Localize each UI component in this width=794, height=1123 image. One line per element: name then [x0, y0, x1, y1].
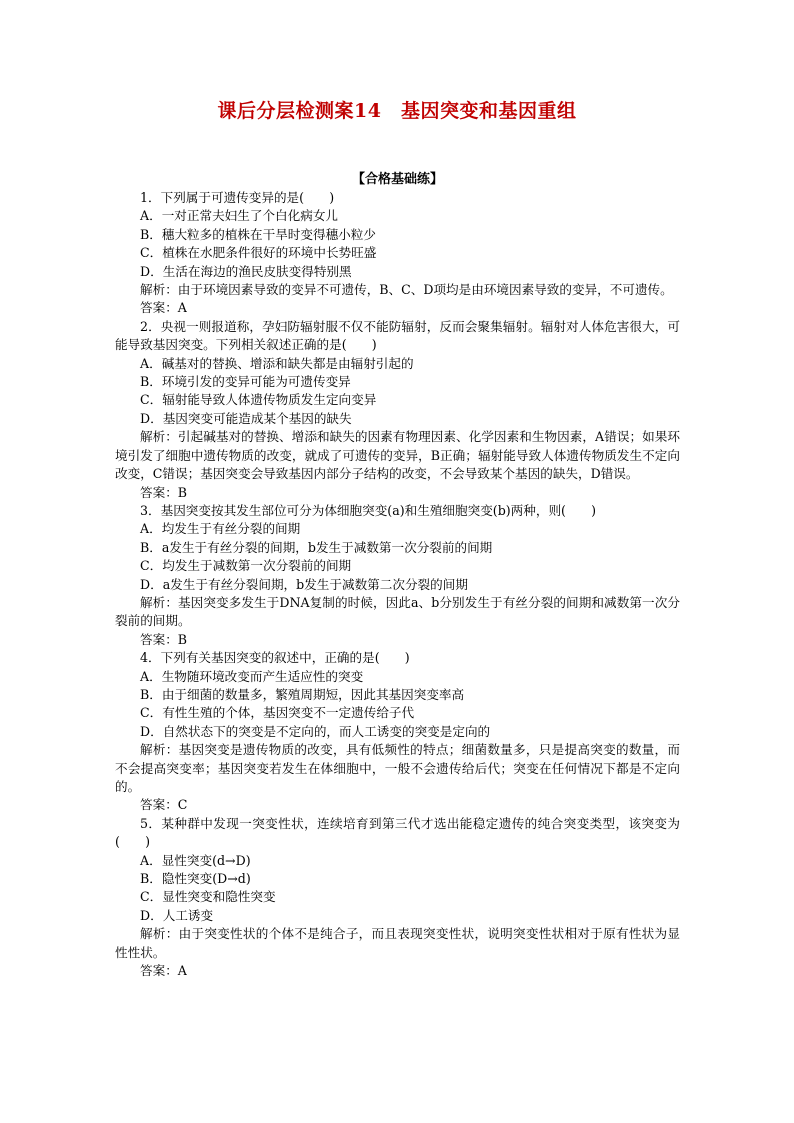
option-a: A．碱基对的替换、增添和缺失都是由辐射引起的 [140, 355, 414, 371]
answer-text: 答案：C [140, 797, 188, 813]
option-b: B．由于细菌的数量多，繁殖周期短，因此其基因突变率高 [140, 686, 465, 702]
section-heading: 【合格基础练】 [351, 172, 443, 187]
option-d: D．a发生于有丝分裂间期，b发生于减数第二次分裂的间期 [140, 576, 468, 592]
analysis-text: 解析：基因突变多发生于DNA复制的时候，因此a、b分别发生于有丝分裂的间期和减数第一次分裂前的间期。 [115, 594, 680, 629]
document-title: 课后分层检测案14 基因突变和基因重组 [217, 100, 577, 122]
option-d: D．生活在海边的渔民皮肤变得特别黑 [140, 263, 352, 279]
answer-text: 答案：B [140, 631, 188, 647]
question-block [115, 649, 680, 815]
question-stem: 2．央视一则报道称，孕妇防辐射服不仅不能防辐射，反而会聚集辐射。辐射对人体危害很大，可能导致基因突变。下列相关叙述正确的是( ) [115, 318, 680, 353]
question-stem: 3．基因突变按其发生部位可分为体细胞突变(a)和生殖细胞突变(b)两种，则( ) [140, 502, 597, 518]
answer-text: 答案：B [140, 484, 188, 500]
question-stem: 5．某种群中发现一突变性状，连续培育到第三代才选出能稳定遗传的纯合突变类型，该突变为( ) [115, 815, 680, 850]
option-b: B．a发生于有丝分裂的间期，b发生于减数第一次分裂前的间期 [140, 539, 493, 555]
option-a: A．均发生于有丝分裂的间期 [140, 521, 301, 537]
question-block [115, 189, 680, 318]
answer-text: 答案：A [140, 963, 187, 979]
option-a: A．一对正常夫妇生了个白化病女儿 [140, 208, 339, 224]
analysis-text: 解析：由于突变性状的个体不是纯合子，而且表现突变性状，说明突变性状相对于原有性状为显性性状。 [115, 926, 680, 960]
option-c: C．均发生于减数第一次分裂前的间期 [140, 558, 352, 574]
option-b: B．隐性突变(D→d) [140, 871, 251, 887]
document-body [115, 170, 680, 980]
question-block [115, 502, 680, 649]
answer-text: 答案：A [140, 300, 187, 316]
option-c: C．辐射能导致人体遗传物质发生定向变异 [140, 392, 377, 408]
option-d: D．自然状态下的突变是不定向的，而人工诱变的突变是定向的 [140, 723, 491, 739]
question-stem: 1．下列属于可遗传变异的是( ) [140, 190, 335, 205]
question-stem: 4．下列有关基因突变的叙述中，正确的是( ) [140, 650, 410, 666]
option-b: B．穗大粒多的植株在干旱时变得穗小粒少 [140, 226, 376, 242]
analysis-text: 解析：由于环境因素导致的变异不可遗传，B、C、D项均是由环境因素导致的变异，不可遗传。 [140, 282, 673, 298]
question-block [115, 815, 680, 981]
option-c: C．有性生殖的个体，基因突变不一定遗传给子代 [140, 705, 415, 721]
option-c: C．植株在水肥条件很好的环境中长势旺盛 [140, 245, 377, 261]
analysis-text: 解析：基因突变是遗传物质的改变，具有低频性的特点；细菌数量多，只是提高突变的数量，而不会提高突变率；基因突变若发生在体细胞中，一般不会遗传给后代；突变在任何情况下都是不定向的。 [115, 742, 680, 794]
question-block [115, 318, 680, 502]
option-d: D．基因突变可能造成某个基因的缺失 [140, 410, 352, 426]
option-a: A．显性突变(d→D) [140, 852, 251, 868]
option-c: C．显性突变和隐性突变 [140, 889, 276, 905]
option-b: B．环境引发的变异可能为可遗传变异 [140, 374, 351, 390]
option-d: D．人工诱变 [140, 907, 214, 923]
option-a: A．生物随环境改变而产生适应性的突变 [140, 668, 364, 684]
analysis-text: 解析：引起碱基对的替换、增添和缺失的因素有物理因素、化学因素和生物因素，A错误；如果环境引发了细胞中遗传物质的改变，就成了可遗传的变异，B正确；辐射能导致人体遗传物质发生不定向改变，C错误；基因突变会导致基因内部分子结构的改变，不会导致某个基因的缺失，D错误。 [115, 429, 680, 482]
